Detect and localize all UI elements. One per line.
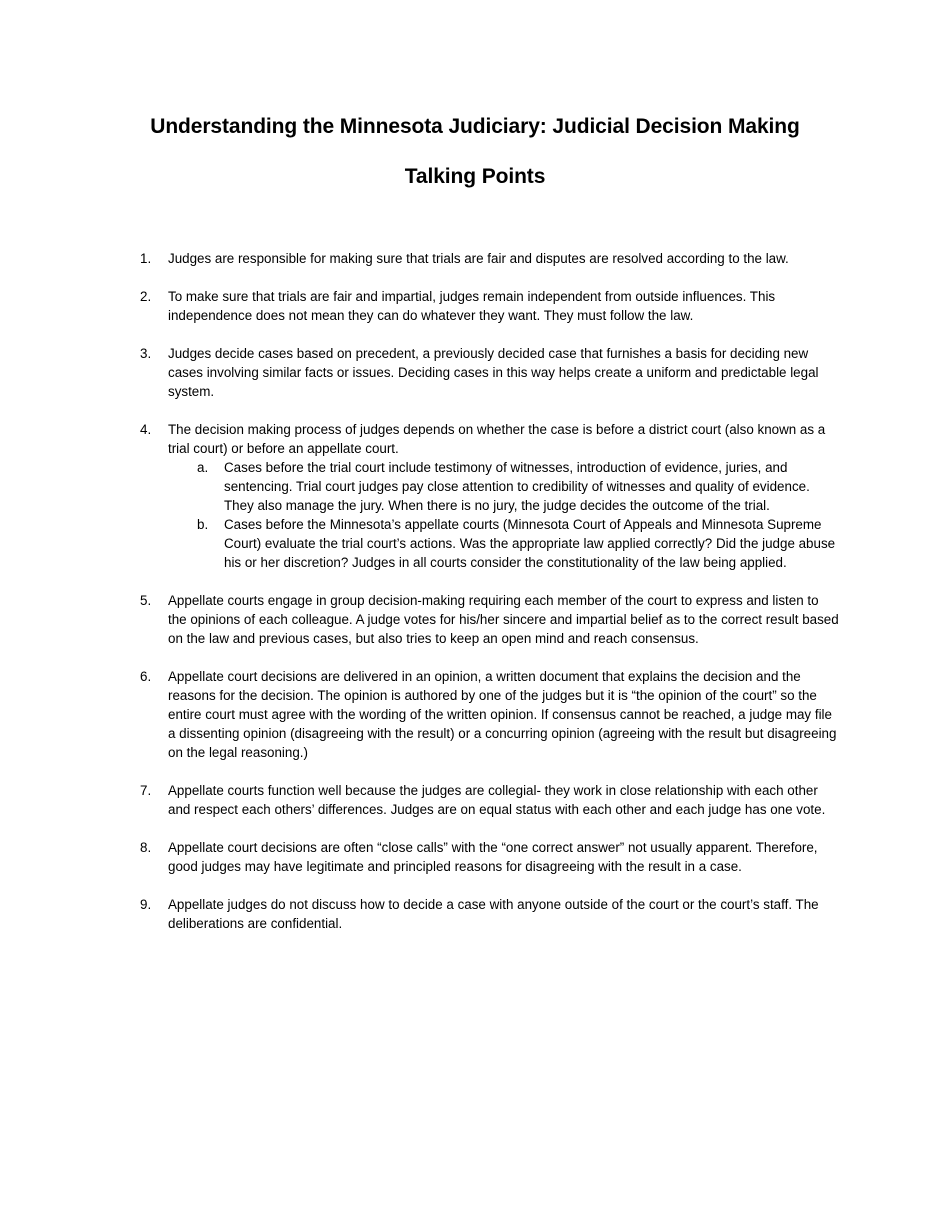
list-item-number: 3. bbox=[140, 346, 152, 361]
list-item-number: 1. bbox=[140, 251, 152, 266]
list-item bbox=[140, 895, 840, 933]
list-item-number: 2. bbox=[140, 289, 152, 304]
list-item bbox=[140, 591, 840, 648]
list-item-text: Judges decide cases based on precedent, a previously decided case that furnishes a basis for deciding new cases involving similar facts or issues. Deciding cases in this way helps create a uniform and predictable legal system. bbox=[168, 346, 819, 399]
sub-list bbox=[168, 458, 840, 572]
list-item bbox=[140, 420, 840, 572]
list-item bbox=[140, 781, 840, 819]
list-item-text: To make sure that trials are fair and impartial, judges remain independent from outside influences. This independence does not mean they can do whatever they want. They must follow the law. bbox=[168, 289, 776, 323]
list-item bbox=[140, 287, 840, 325]
list-item-text: Judges are responsible for making sure that trials are fair and disputes are resolved according to the law. bbox=[168, 251, 789, 266]
sub-list-item-letter: a. bbox=[197, 460, 209, 475]
list-item-number: 5. bbox=[140, 593, 152, 608]
list-item-number: 9. bbox=[140, 897, 152, 912]
sub-list-item bbox=[168, 515, 840, 572]
list-item-text: Appellate courts function well because the judges are collegial- they work in close relationship with each other and respect each others’ differences. Judges are on equal status with each other and each judge has one vote. bbox=[168, 783, 826, 817]
list-item-text: The decision making process of judges depends on whether the case is before a district court (also known as a trial court) or before an appellate court. bbox=[168, 422, 826, 456]
page-subtitle: Talking Points bbox=[404, 165, 546, 188]
sub-list-item-text: Cases before the Minnesota’s appellate courts (Minnesota Court of Appeals and Minnesota Supreme Court) evaluate the trial court’s actions. Was the appropriate law applied correctly? Did the judge abuse his or her discretion? Judges in all courts consider the constitutionality of the law being applied. bbox=[224, 517, 836, 570]
list-item-text: Appellate court decisions are often “close calls” with the “one correct answer” not usually apparent. Therefore, good judges may have legitimate and principled reasons for disagreeing with the result in a case. bbox=[168, 840, 818, 874]
list-item-number: 8. bbox=[140, 840, 152, 855]
list-item-number: 4. bbox=[140, 422, 152, 437]
list-item bbox=[140, 249, 840, 268]
list-item-text: Appellate courts engage in group decision-making requiring each member of the court to express and listen to the opinions of each colleague. A judge votes for his/her sincere and impartial belief as to the correct result based on the law and previous cases, but also tries to keep an open mind and reach consensus. bbox=[168, 593, 839, 646]
list-item bbox=[140, 838, 840, 876]
sub-list-item-text: Cases before the trial court include testimony of witnesses, introduction of evidence, juries, and sentencing. Trial court judges pay close attention to credibility of witnesses and quality of evidence. They also manage the jury. When there is no jury, the judge decides the outcome of the trial. bbox=[224, 460, 810, 513]
list-item bbox=[140, 667, 840, 762]
sub-list-item bbox=[168, 458, 840, 515]
list-item-number: 7. bbox=[140, 783, 152, 798]
page-title: Understanding the Minnesota Judiciary: Judicial Decision Making bbox=[150, 115, 800, 138]
sub-list-item-letter: b. bbox=[197, 517, 209, 532]
list-item bbox=[140, 344, 840, 401]
list-item-text: Appellate court decisions are delivered in an opinion, a written document that explains the decision and the reasons for the decision. The opinion is authored by one of the judges but it is “the opinion of the court” so the entire court must agree with the wording of the written opinion. If consensus cannot be reached, a judge may file a dissenting opinion (disagreeing with the result) or a concurring opinion (agreeing with the result but disagreeing on the legal reasoning.) bbox=[168, 669, 837, 760]
talking-points-list bbox=[140, 249, 840, 952]
list-item-number: 6. bbox=[140, 669, 152, 684]
list-item-text: Appellate judges do not discuss how to decide a case with anyone outside of the court or the court’s staff. The deliberations are confidential. bbox=[168, 897, 819, 931]
